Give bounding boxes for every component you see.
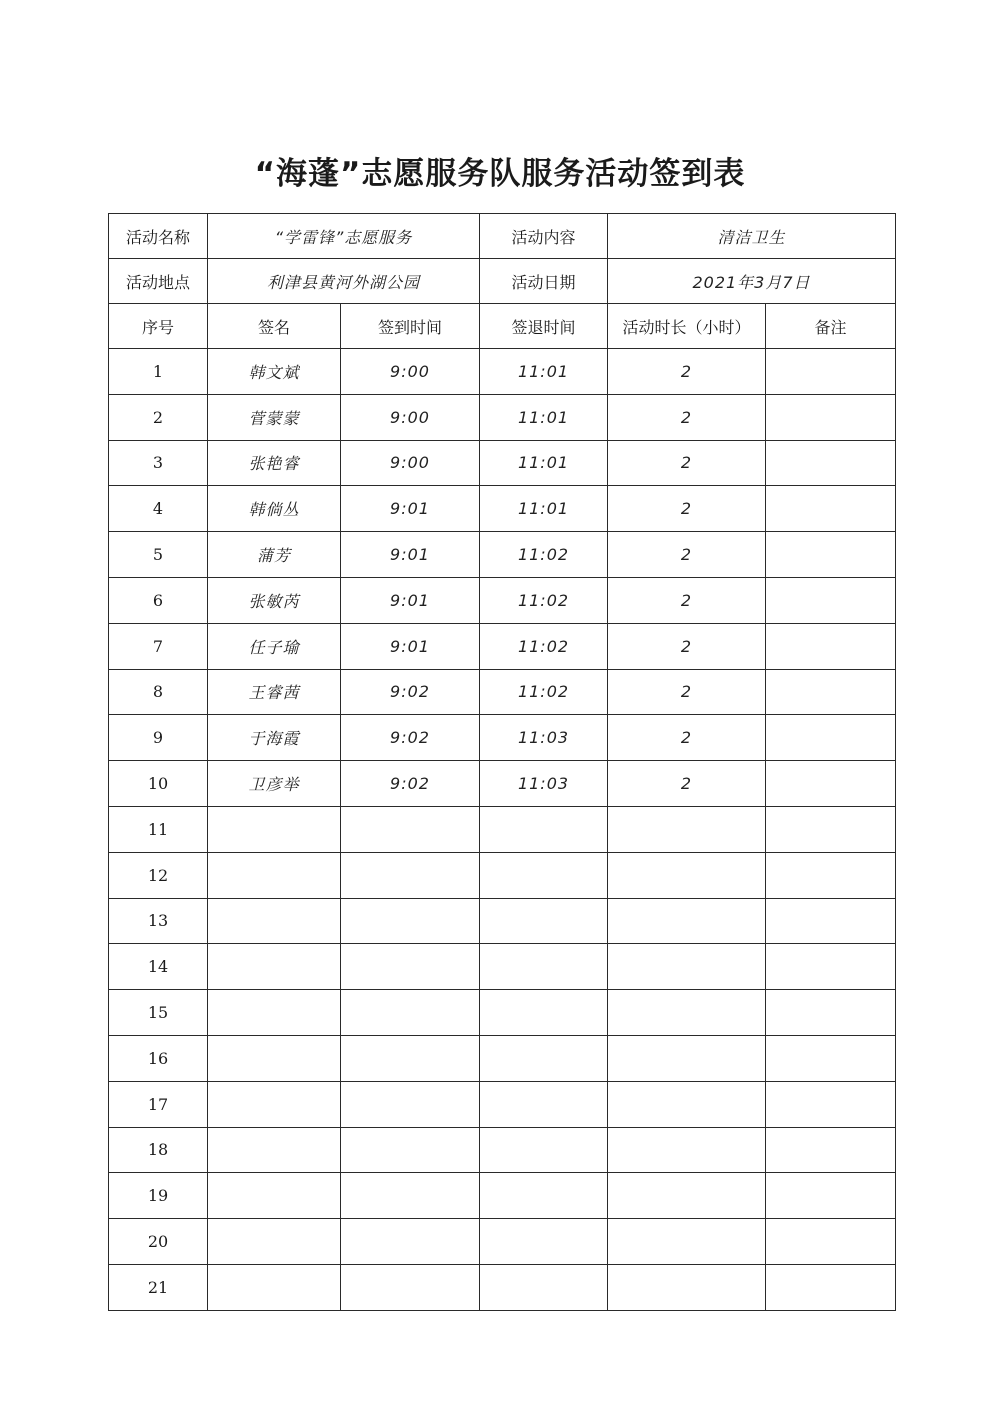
row-signature <box>208 898 341 944</box>
row-duration <box>608 806 766 852</box>
table-row <box>109 1035 896 1081</box>
row-signin-time <box>341 1035 480 1081</box>
table-row <box>109 898 896 944</box>
activity-location-label: 活动地点 <box>109 259 208 304</box>
row-signout-time: 11:02 <box>480 623 608 669</box>
activity-name-label: 活动名称 <box>109 214 208 259</box>
row-signature <box>208 806 341 852</box>
row-seq: 3 <box>109 440 208 486</box>
row-signature <box>208 1127 341 1173</box>
row-signout-time: 11:01 <box>480 349 608 395</box>
row-signout-time: 11:02 <box>480 577 608 623</box>
signin-table <box>108 213 896 1311</box>
table-row <box>109 852 896 898</box>
row-signature <box>208 1081 341 1127</box>
row-seq: 17 <box>109 1081 208 1127</box>
row-signin-time <box>341 1264 480 1310</box>
row-signature: 于海霞 <box>208 715 341 761</box>
activity-date-label: 活动日期 <box>480 259 608 304</box>
activity-date-value: 2021年3月7日 <box>608 259 896 304</box>
row-remarks <box>766 990 896 1036</box>
row-duration: 2 <box>608 577 766 623</box>
row-duration: 2 <box>608 349 766 395</box>
row-signin-time: 9:00 <box>341 440 480 486</box>
row-duration: 2 <box>608 440 766 486</box>
row-seq: 1 <box>109 349 208 395</box>
table-row <box>109 1081 896 1127</box>
row-signin-time <box>341 944 480 990</box>
row-signin-time: 9:02 <box>341 669 480 715</box>
table-row <box>109 1173 896 1219</box>
row-duration <box>608 1127 766 1173</box>
activity-content-label: 活动内容 <box>480 214 608 259</box>
row-signature: 张敏芮 <box>208 577 341 623</box>
row-signin-time: 9:01 <box>341 486 480 532</box>
info-row-name <box>109 214 896 259</box>
row-signin-time <box>341 1127 480 1173</box>
row-signout-time <box>480 1035 608 1081</box>
row-seq: 6 <box>109 577 208 623</box>
table-row <box>109 761 896 807</box>
row-signature: 张艳睿 <box>208 440 341 486</box>
row-remarks <box>766 898 896 944</box>
row-remarks <box>766 944 896 990</box>
row-signature <box>208 852 341 898</box>
col-header-signout-time: 签退时间 <box>480 304 608 349</box>
row-signin-time <box>341 990 480 1036</box>
row-seq: 4 <box>109 486 208 532</box>
row-signout-time: 11:03 <box>480 715 608 761</box>
row-signout-time <box>480 1127 608 1173</box>
row-remarks <box>766 486 896 532</box>
row-signature: 王睿茜 <box>208 669 341 715</box>
page-title: “海蓬”志愿服务队服务活动签到表 <box>254 156 746 192</box>
row-signout-time: 11:02 <box>480 669 608 715</box>
table-row <box>109 486 896 532</box>
info-row-location <box>109 259 896 304</box>
row-remarks <box>766 623 896 669</box>
row-signature <box>208 990 341 1036</box>
row-seq: 18 <box>109 1127 208 1173</box>
row-signature <box>208 1173 341 1219</box>
row-duration: 2 <box>608 623 766 669</box>
row-signout-time <box>480 898 608 944</box>
row-remarks <box>766 715 896 761</box>
table-row <box>109 440 896 486</box>
row-remarks <box>766 394 896 440</box>
col-header-signin-time: 签到时间 <box>341 304 480 349</box>
row-signout-time <box>480 852 608 898</box>
row-seq: 11 <box>109 806 208 852</box>
row-duration: 2 <box>608 394 766 440</box>
table-row <box>109 1264 896 1310</box>
row-signout-time <box>480 806 608 852</box>
row-signature: 韩倘丛 <box>208 486 341 532</box>
row-remarks <box>766 1127 896 1173</box>
row-signin-time: 9:00 <box>341 394 480 440</box>
row-remarks <box>766 1173 896 1219</box>
row-duration: 2 <box>608 715 766 761</box>
row-seq: 15 <box>109 990 208 1036</box>
row-signout-time: 11:03 <box>480 761 608 807</box>
row-remarks <box>766 440 896 486</box>
row-signin-time: 9:02 <box>341 715 480 761</box>
table-row <box>109 669 896 715</box>
row-signout-time: 11:01 <box>480 440 608 486</box>
row-seq: 16 <box>109 1035 208 1081</box>
row-duration <box>608 944 766 990</box>
row-seq: 14 <box>109 944 208 990</box>
row-remarks <box>766 349 896 395</box>
row-signature: 韩文斌 <box>208 349 341 395</box>
table-row <box>109 1219 896 1265</box>
table-row <box>109 394 896 440</box>
col-header-remarks: 备注 <box>766 304 896 349</box>
row-seq: 5 <box>109 532 208 578</box>
row-signout-time <box>480 1173 608 1219</box>
row-signout-time <box>480 1081 608 1127</box>
row-signin-time <box>341 898 480 944</box>
row-signature: 蒲芳 <box>208 532 341 578</box>
row-remarks <box>766 577 896 623</box>
row-signature <box>208 1264 341 1310</box>
row-signin-time: 9:01 <box>341 577 480 623</box>
row-seq: 20 <box>109 1219 208 1265</box>
row-seq: 19 <box>109 1173 208 1219</box>
row-seq: 21 <box>109 1264 208 1310</box>
row-seq: 12 <box>109 852 208 898</box>
row-duration <box>608 1173 766 1219</box>
row-duration <box>608 990 766 1036</box>
table-row <box>109 349 896 395</box>
row-remarks <box>766 761 896 807</box>
row-signout-time <box>480 1219 608 1265</box>
row-remarks <box>766 1264 896 1310</box>
row-remarks <box>766 532 896 578</box>
table-row <box>109 577 896 623</box>
table-row <box>109 1127 896 1173</box>
row-duration <box>608 852 766 898</box>
row-remarks <box>766 669 896 715</box>
row-signin-time <box>341 806 480 852</box>
activity-location-value: 利津县黄河外湖公园 <box>208 259 480 304</box>
row-signin-time <box>341 1173 480 1219</box>
row-signout-time <box>480 944 608 990</box>
row-seq: 2 <box>109 394 208 440</box>
row-duration: 2 <box>608 669 766 715</box>
row-signature <box>208 1219 341 1265</box>
row-signout-time: 11:02 <box>480 532 608 578</box>
col-header-seq: 序号 <box>109 304 208 349</box>
row-duration: 2 <box>608 761 766 807</box>
row-duration <box>608 898 766 944</box>
row-signature: 卫彦举 <box>208 761 341 807</box>
row-seq: 8 <box>109 669 208 715</box>
activity-content-value: 清洁卫生 <box>608 214 896 259</box>
row-signature <box>208 944 341 990</box>
row-duration: 2 <box>608 486 766 532</box>
column-header-row <box>109 304 896 349</box>
table-row <box>109 806 896 852</box>
activity-name-value: “学雷锋”志愿服务 <box>208 214 480 259</box>
table-row <box>109 532 896 578</box>
row-seq: 10 <box>109 761 208 807</box>
row-signin-time <box>341 1219 480 1265</box>
row-signature: 任子瑜 <box>208 623 341 669</box>
row-seq: 7 <box>109 623 208 669</box>
row-remarks <box>766 1081 896 1127</box>
row-signature <box>208 1035 341 1081</box>
row-signin-time: 9:01 <box>341 532 480 578</box>
row-signin-time: 9:02 <box>341 761 480 807</box>
table-row <box>109 990 896 1036</box>
table-row <box>109 623 896 669</box>
table-row <box>109 715 896 761</box>
row-duration: 2 <box>608 532 766 578</box>
row-duration <box>608 1035 766 1081</box>
row-seq: 9 <box>109 715 208 761</box>
row-signin-time: 9:00 <box>341 349 480 395</box>
row-remarks <box>766 1219 896 1265</box>
row-remarks <box>766 1035 896 1081</box>
row-duration <box>608 1264 766 1310</box>
col-header-duration: 活动时长（小时） <box>608 304 766 349</box>
table-body <box>109 214 896 1311</box>
row-signature: 菅蒙蒙 <box>208 394 341 440</box>
row-signout-time: 11:01 <box>480 486 608 532</box>
row-remarks <box>766 806 896 852</box>
row-signout-time <box>480 1264 608 1310</box>
row-signin-time: 9:01 <box>341 623 480 669</box>
row-duration <box>608 1219 766 1265</box>
row-duration <box>608 1081 766 1127</box>
row-signout-time <box>480 990 608 1036</box>
row-signin-time <box>341 1081 480 1127</box>
row-signout-time: 11:01 <box>480 394 608 440</box>
col-header-signature: 签名 <box>208 304 341 349</box>
row-seq: 13 <box>109 898 208 944</box>
table-row <box>109 944 896 990</box>
row-remarks <box>766 852 896 898</box>
row-signin-time <box>341 852 480 898</box>
